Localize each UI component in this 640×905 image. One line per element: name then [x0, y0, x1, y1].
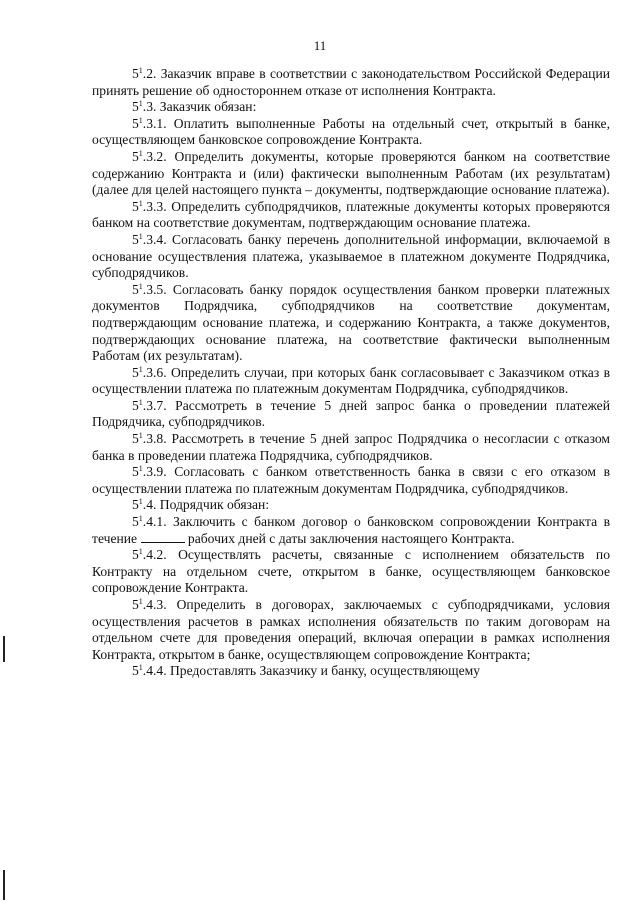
clause-superscript: 1 [138, 497, 143, 507]
clause-text: .4.4. Предоставлять Заказчику и банку, осуществляющему [142, 663, 481, 679]
clause-text: .3.1. Оплатить выполненные Работы на отдельный счет, открытый в банке, осуществляющем банковское сопровождение Контракта. [92, 115, 610, 148]
clause-paragraph [92, 66, 610, 99]
document-body [92, 66, 610, 680]
clause-superscript: 1 [138, 364, 143, 374]
clause-section-number: 5 [132, 281, 139, 297]
clause-paragraph [92, 282, 610, 365]
clause-text: .4.1. Заключить с банком договор о банковском сопровождении Контракта в течение [92, 514, 610, 546]
margin-mark-top [3, 636, 5, 662]
clause-superscript: 1 [138, 115, 143, 125]
clause-superscript: 1 [138, 597, 143, 606]
clause-superscript: 1 [138, 66, 143, 75]
clause-paragraph [92, 663, 610, 680]
clause-section-number: 5 [132, 99, 139, 115]
margin-mark-bottom [3, 870, 5, 900]
clause-superscript: 1 [138, 281, 143, 291]
clause-section-number: 5 [132, 497, 139, 513]
clause-paragraph [92, 431, 610, 464]
clause-paragraph [92, 547, 610, 597]
clause-paragraph [92, 497, 610, 514]
clause-superscript: 1 [138, 99, 143, 109]
clause-text: .4. Подрядчик обязан: [142, 497, 270, 513]
clause-paragraph [92, 514, 610, 547]
clause-text: .3.9. Согласовать с банком ответственность банка в связи с его отказом в осуществлении платежа по платежным документам Подрядчика, субподрядчиков. [92, 464, 610, 496]
clause-paragraph [92, 99, 610, 116]
page-number: 11 [313, 38, 327, 53]
clause-text: .3. Заказчик обязан: [142, 99, 257, 115]
clause-text: .3.3. Определить субподрядчиков, платежные документы которых проверяются банком на соответствие документам, подтверждающим основание платежа. [92, 198, 610, 231]
clause-paragraph [92, 365, 610, 398]
clause-paragraph [92, 464, 610, 497]
clause-superscript: 1 [138, 514, 143, 524]
clause-superscript: 1 [138, 547, 143, 557]
clause-text: .3.2. Определить документы, которые проверяются банком на соответствие содержанию Контракта и (или) фактически выполненным Работам (их результатам) (далее для целей настоящего пункта – документы, подтверждающие основание платежа). [92, 148, 610, 198]
clause-section-number: 5 [132, 431, 139, 447]
clause-section-number: 5 [132, 198, 139, 214]
clause-text: .3.5. Согласовать банку порядок осуществления банком проверки платежных документов Подрядчика, субподрядчиков на соответствие документам, подтверждающим основание платежа, и содержанию Контракта, а также документов, подтверждающих основание платежа, на соответствие фактически выполненным Работам (их результатам). [92, 281, 610, 364]
clause-paragraph [92, 597, 610, 663]
clause-section-number: 5 [132, 663, 139, 679]
clause-superscript: 1 [138, 231, 143, 241]
clause-text: .3.7. Рассмотреть в течение 5 дней запрос банка о проведении платежей Подрядчика, субподрядчиков. [92, 397, 610, 430]
clause-paragraph [92, 116, 610, 149]
clause-section-number: 5 [132, 115, 139, 131]
clause-section-number: 5 [132, 397, 139, 413]
clause-text: .4.3. Определить в договорах, заключаемых с субподрядчиками, условия осуществления расчетов в рамках исполнения обязательств по таким договорам на отдельном счете для проведения операций, включая операции в рамках исполнения Контракта, открытом в банке, осуществляющем сопровождение Контракта; [92, 597, 610, 662]
clause-text-continued: рабочих дней с даты заключения настоящего Контракта. [187, 530, 515, 546]
clause-section-number: 5 [132, 514, 139, 530]
fill-in-blank [141, 531, 185, 543]
clause-text: .4.2. Осуществлять расчеты, связанные с исполнением обязательств по Контракту на отдельном счете, открытом в банке, осуществляющем банковское сопровождение Контракта. [92, 547, 610, 596]
clause-text: .2. Заказчик вправе в соответствии с законодательством Российской Федерации принять решение об одностороннем отказе от исполнения Контракта. [92, 66, 610, 98]
clause-section-number: 5 [132, 66, 139, 81]
clause-superscript: 1 [138, 397, 143, 407]
clause-superscript: 1 [138, 431, 143, 441]
clause-superscript: 1 [138, 198, 143, 208]
clause-superscript: 1 [138, 148, 143, 158]
clause-superscript: 1 [138, 663, 143, 673]
clause-text: .3.6. Определить случаи, при которых банк согласовывает с Заказчиком отказ в осуществлении платежа по платежным документам Подрядчика, субподрядчиков. [92, 364, 610, 397]
clause-paragraph [92, 398, 610, 431]
clause-section-number: 5 [132, 547, 139, 563]
clause-paragraph [92, 199, 610, 232]
clause-paragraph [92, 149, 610, 199]
clause-text: .3.8. Рассмотреть в течение 5 дней запрос Подрядчика о несогласии с отказом банка в проведении платежа Подрядчика, субподрядчиков. [92, 431, 610, 463]
clause-section-number: 5 [132, 231, 139, 247]
clause-text: .3.4. Согласовать банку перечень дополнительной информации, включаемой в основание осуществления платежа, указываемое в платежном документе Подрядчика, субподрядчиков. [92, 231, 610, 281]
clause-section-number: 5 [132, 464, 139, 480]
clause-section-number: 5 [132, 597, 139, 612]
clause-superscript: 1 [138, 464, 143, 474]
clause-paragraph [92, 232, 610, 282]
clause-section-number: 5 [132, 148, 139, 164]
clause-section-number: 5 [132, 364, 139, 380]
